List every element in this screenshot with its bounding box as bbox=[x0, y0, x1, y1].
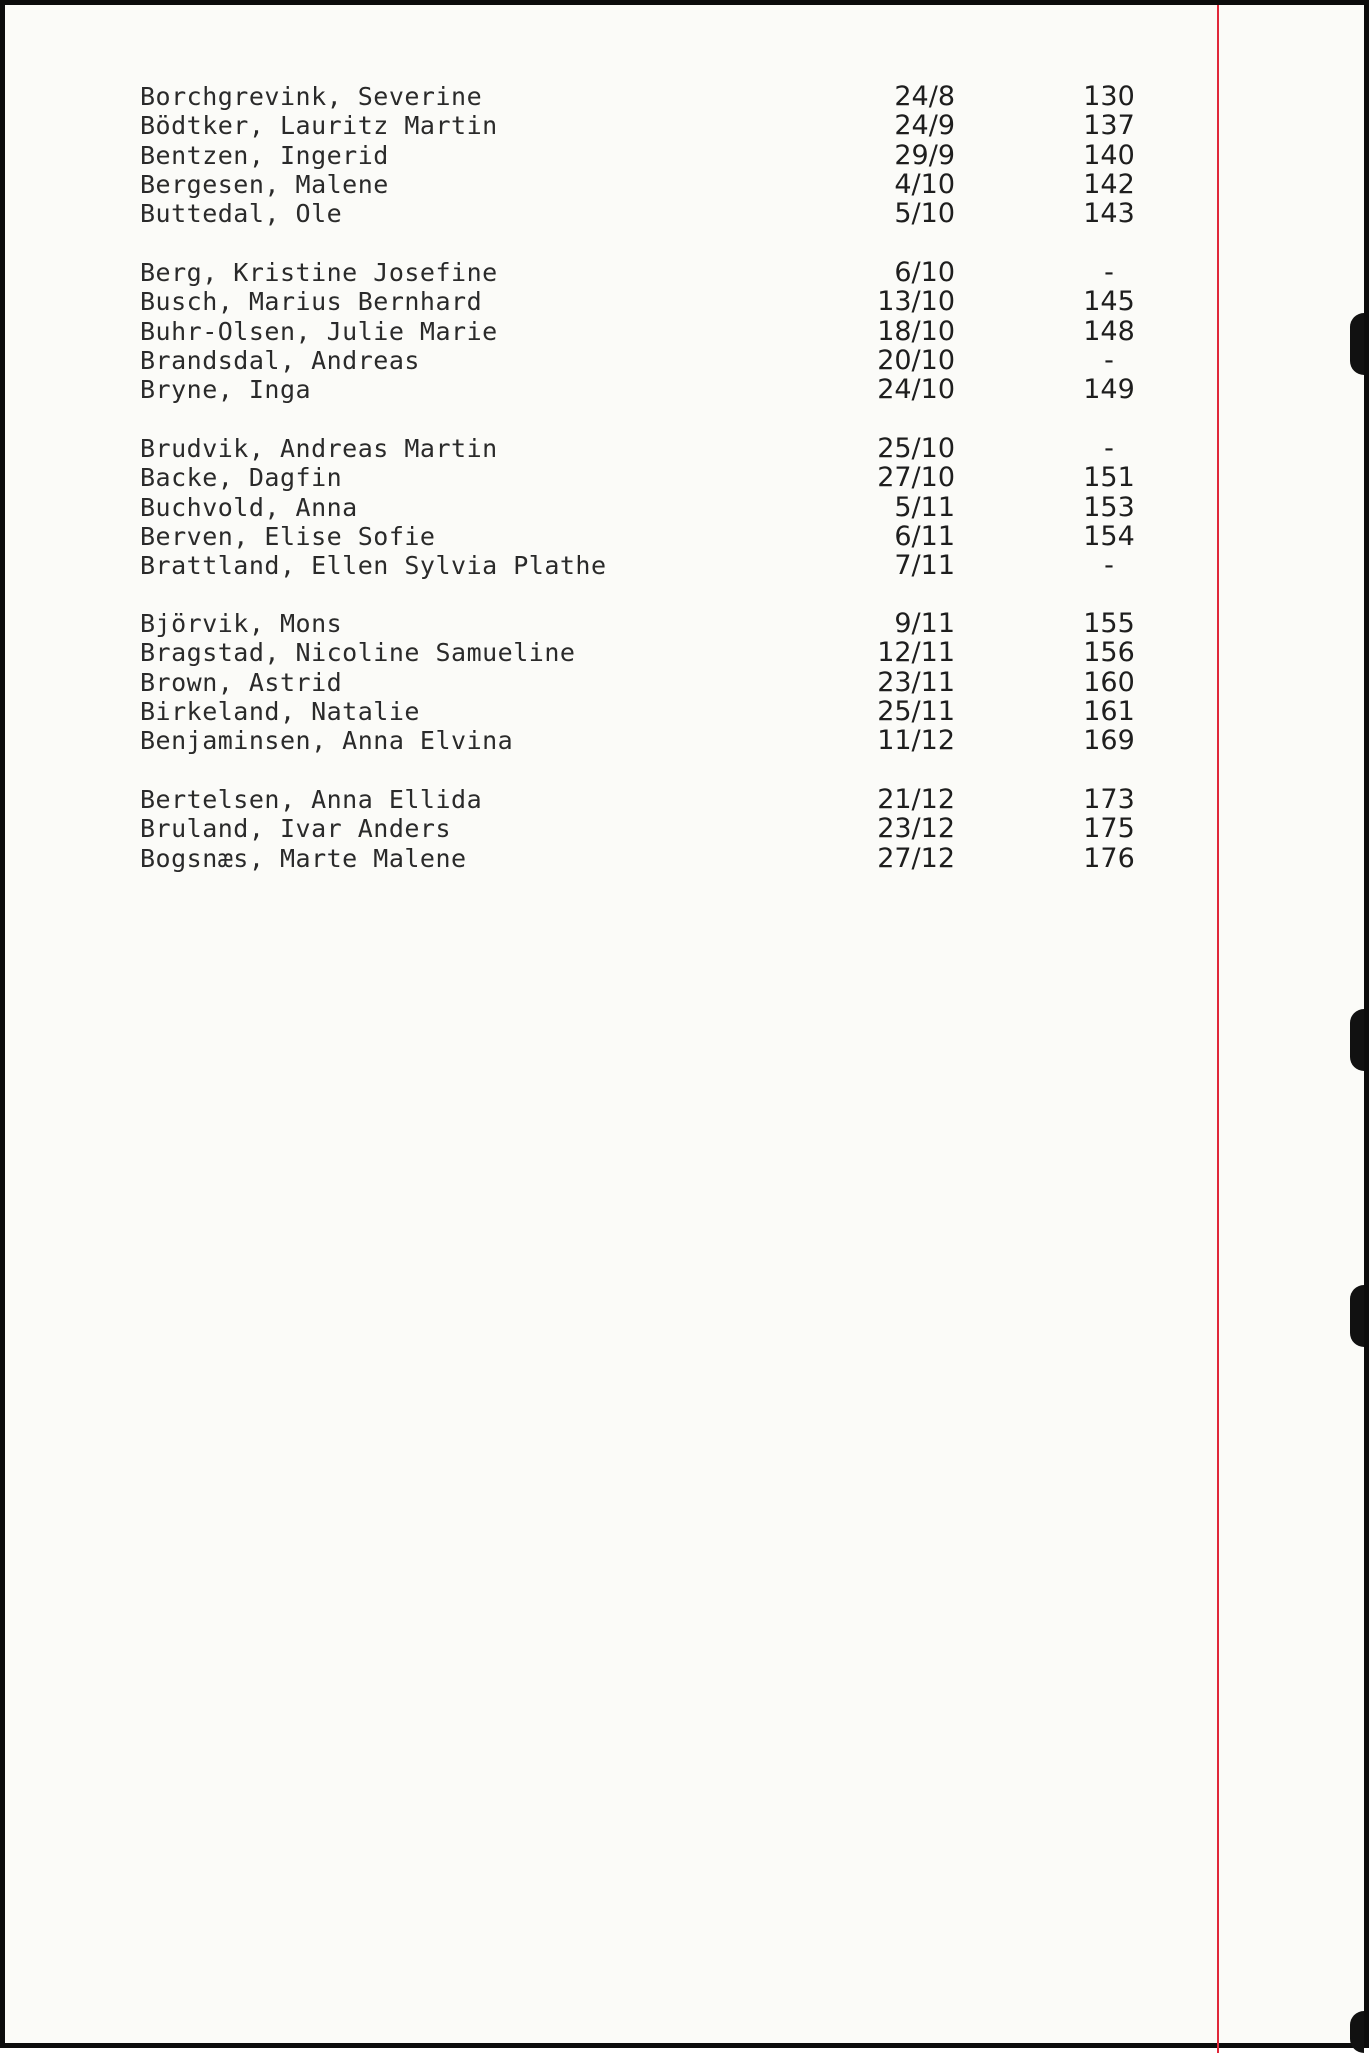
entry-row bbox=[5, 697, 1205, 726]
entry-page-number: 153 bbox=[1083, 491, 1135, 523]
entry-date: 27/10 bbox=[877, 462, 955, 494]
entry-page-number: 151 bbox=[1083, 462, 1135, 494]
entry-date: 24/10 bbox=[877, 374, 955, 406]
entry-date: 21/12 bbox=[877, 784, 955, 815]
entry-name: Buttedal, Ole bbox=[140, 199, 343, 229]
entry-date: 6/10 bbox=[894, 257, 955, 288]
entry-row bbox=[5, 551, 1205, 580]
entry-date: 4/10 bbox=[894, 168, 955, 200]
entry-page-number: 160 bbox=[1083, 666, 1135, 698]
entry-group bbox=[5, 82, 1205, 228]
entry-row bbox=[5, 522, 1205, 551]
entry-name: Buchvold, Anna bbox=[140, 492, 358, 522]
entry-date: 7/11 bbox=[894, 550, 955, 582]
entry-date: 29/9 bbox=[894, 139, 955, 171]
entry-row bbox=[5, 844, 1205, 873]
punch-hole-icon bbox=[1350, 313, 1364, 375]
entry-name: Bryne, Inga bbox=[140, 375, 312, 405]
entry-page-number: 137 bbox=[1083, 110, 1135, 142]
entry-row bbox=[5, 375, 1205, 404]
entry-row bbox=[5, 434, 1205, 463]
punch-hole-icon bbox=[1350, 1009, 1364, 1071]
entry-date: 23/12 bbox=[877, 813, 955, 845]
entry-date: 9/11 bbox=[894, 608, 955, 639]
entry-page-number: 142 bbox=[1083, 168, 1135, 200]
entry-name: Brandsdal, Andreas bbox=[140, 345, 420, 375]
entry-date: 11/12 bbox=[877, 725, 955, 757]
entry-row bbox=[5, 111, 1205, 140]
entry-page-number: 155 bbox=[1083, 608, 1135, 639]
entry-name: Bragstad, Nicoline Samueline bbox=[140, 638, 576, 668]
entry-page-number: 143 bbox=[1083, 198, 1135, 230]
red-margin-line bbox=[1217, 5, 1219, 2053]
entry-page-number: 169 bbox=[1083, 725, 1135, 757]
entry-page-number: 173 bbox=[1083, 784, 1135, 815]
punch-hole-icon bbox=[1350, 2011, 1364, 2053]
entry-page-number: 154 bbox=[1083, 520, 1135, 552]
entry-group bbox=[5, 609, 1205, 755]
entry-page-number: - bbox=[1104, 550, 1114, 582]
entry-date: 5/11 bbox=[894, 491, 955, 523]
entry-row bbox=[5, 317, 1205, 346]
entry-name: Björvik, Mons bbox=[140, 609, 343, 638]
entry-date: 24/8 bbox=[894, 81, 955, 112]
entry-name: Bentzen, Ingerid bbox=[140, 140, 389, 170]
entry-name: Bogsnæs, Marte Malene bbox=[140, 843, 467, 873]
entry-page-number: - bbox=[1104, 257, 1114, 288]
entry-date: 6/11 bbox=[894, 520, 955, 552]
entry-group bbox=[5, 258, 1205, 404]
entry-date: 5/10 bbox=[894, 198, 955, 230]
entry-page-number: - bbox=[1104, 344, 1114, 376]
entry-row bbox=[5, 346, 1205, 375]
entry-row bbox=[5, 463, 1205, 492]
entry-group bbox=[5, 434, 1205, 580]
entry-date: 20/10 bbox=[877, 344, 955, 376]
entry-page-number: 176 bbox=[1083, 842, 1135, 874]
entry-name: Bergesen, Malene bbox=[140, 169, 389, 199]
entry-row bbox=[5, 287, 1205, 316]
entry-row bbox=[5, 814, 1205, 843]
entry-page-number: 130 bbox=[1083, 81, 1135, 112]
entry-page-number: 149 bbox=[1083, 374, 1135, 406]
entry-date: 18/10 bbox=[877, 315, 955, 347]
entry-row bbox=[5, 258, 1205, 287]
entry-name: Birkeland, Natalie bbox=[140, 696, 420, 726]
entry-row bbox=[5, 638, 1205, 667]
entry-name: Berg, Kristine Josefine bbox=[140, 258, 498, 287]
entry-row bbox=[5, 170, 1205, 199]
entry-name: Berven, Elise Sofie bbox=[140, 521, 436, 551]
entry-name: Bödtker, Lauritz Martin bbox=[140, 111, 498, 141]
entry-page-number: 175 bbox=[1083, 813, 1135, 845]
entry-date: 27/12 bbox=[877, 842, 955, 874]
entry-row bbox=[5, 493, 1205, 522]
entry-name: Backe, Dagfin bbox=[140, 463, 343, 493]
entry-page-number: 140 bbox=[1083, 139, 1135, 171]
entry-page-number: - bbox=[1104, 433, 1114, 464]
entry-date: 13/10 bbox=[877, 286, 955, 318]
entry-group bbox=[5, 785, 1205, 873]
entry-name: Bertelsen, Anna Ellida bbox=[140, 785, 483, 814]
entry-row bbox=[5, 141, 1205, 170]
entry-page-number: 145 bbox=[1083, 286, 1135, 318]
entry-name: Buhr-Olsen, Julie Marie bbox=[140, 316, 498, 346]
entry-date: 12/11 bbox=[877, 637, 955, 669]
entry-name: Busch, Marius Bernhard bbox=[140, 287, 483, 317]
entry-row bbox=[5, 668, 1205, 697]
entry-row bbox=[5, 785, 1205, 814]
entry-row bbox=[5, 199, 1205, 228]
entry-name: Borchgrevink, Severine bbox=[140, 82, 483, 111]
entry-name: Brown, Astrid bbox=[140, 667, 343, 697]
entry-date: 25/10 bbox=[877, 433, 955, 464]
entry-date: 23/11 bbox=[877, 666, 955, 698]
entry-page-number: 148 bbox=[1083, 315, 1135, 347]
entry-name: Brudvik, Andreas Martin bbox=[140, 434, 498, 463]
entry-date: 25/11 bbox=[877, 695, 955, 727]
entry-page-number: 161 bbox=[1083, 695, 1135, 727]
entry-row bbox=[5, 609, 1205, 638]
entry-date: 24/9 bbox=[894, 110, 955, 142]
entry-row bbox=[5, 82, 1205, 111]
entry-name: Benjaminsen, Anna Elvina bbox=[140, 726, 514, 756]
entry-row bbox=[5, 726, 1205, 755]
punch-hole-icon bbox=[1350, 1285, 1364, 1347]
entry-page-number: 156 bbox=[1083, 637, 1135, 669]
entry-name: Brattland, Ellen Sylvia Plathe bbox=[140, 551, 607, 581]
entry-name: Bruland, Ivar Anders bbox=[140, 814, 452, 844]
